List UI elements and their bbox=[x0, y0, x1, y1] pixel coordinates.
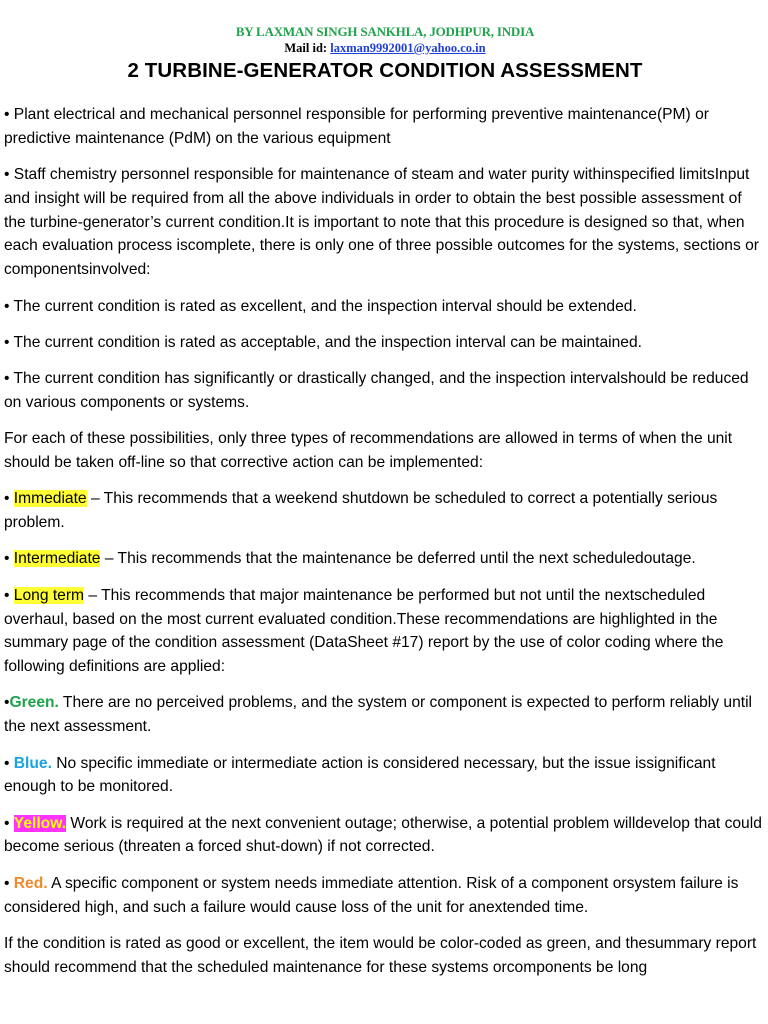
blue-label: Blue. bbox=[13, 754, 52, 772]
yellow-text: Work is required at the next convenient outage; otherwise, a potential problem willdevelop that could become serious (threaten a forced shut-down) if not corrected. bbox=[4, 814, 762, 856]
paragraph-chemistry-personnel: • Staff chemistry personnel responsible for maintenance of steam and water purity withinspecified limitsInput and insight will be required from all the above individuals in order to obtain the best possible assessment of the turbine-generator’s current condition.It is important to note that this procedure is designed so that, when each evaluation process iscomplete, there is only one of three possible outcomes for the systems, sections or componentsinvolved: bbox=[4, 166, 759, 279]
bullet: • bbox=[4, 586, 14, 604]
mail-link[interactable]: laxman9992001@yahoo.co.in bbox=[330, 41, 486, 55]
color-code-yellow bbox=[4, 812, 765, 860]
intermediate-text: – This recommends that the maintenance be deferred until the next scheduledoutage. bbox=[100, 550, 696, 568]
green-text: There are no perceived problems, and the system or component is expected to perform reliably until the next assessment. bbox=[4, 694, 752, 736]
bullet: • bbox=[4, 694, 10, 712]
red-text: A specific component or system needs immediate attention. Risk of a component orsystem failure is considered high, and such a failure would cause loss of the unit for anextended time. bbox=[4, 874, 739, 916]
bullet: • bbox=[4, 550, 14, 568]
long-term-text: – This recommends that major maintenance be performed but not until the nextscheduled overhaul, based on the most current evaluated condition.These recommendations are highlighted in the summary page of the condition assessment (DataSheet #17) report by the use of color coding where the following definitions are applied: bbox=[4, 586, 724, 676]
red-label: Red. bbox=[13, 874, 48, 892]
immediate-label: Immediate bbox=[13, 490, 87, 508]
long-term-label: Long term bbox=[13, 586, 85, 604]
recommendation-immediate bbox=[4, 487, 765, 535]
recommendation-intermediate bbox=[4, 547, 765, 571]
paragraph-outcome-excellent: • The current condition is rated as excellent, and the inspection interval should be extended. bbox=[4, 297, 637, 315]
green-label: Green. bbox=[9, 694, 59, 712]
yellow-label: Yellow. bbox=[13, 814, 67, 832]
author-line: BY LAXMAN SINGH SANKHLA, JODHPUR, INDIA bbox=[235, 24, 535, 39]
color-code-red bbox=[4, 872, 765, 920]
bullet: • bbox=[4, 754, 14, 772]
paragraph-outcome-changed: • The current condition has significantly or drastically changed, and the inspection intervalshould be reduced on various components or systems. bbox=[4, 370, 749, 411]
paragraph-recommendation-intro: For each of these possibilities, only three types of recommendations are allowed in terms of when the unit should be taken off-line so that corrective action can be implemented: bbox=[4, 430, 733, 472]
blue-text: No specific immediate or intermediate action is considered necessary, but the issue issignificant enough to be monitored. bbox=[4, 754, 716, 796]
mail-label: Mail id: bbox=[284, 41, 328, 55]
paragraph-outcome-acceptable: • The current condition is rated as acceptable, and the inspection interval can be maintained. bbox=[4, 333, 642, 351]
intermediate-label: Intermediate bbox=[13, 550, 101, 568]
page-title: 2 TURBINE-GENERATOR CONDITION ASSESSMENT bbox=[127, 59, 643, 82]
bullet: • bbox=[4, 874, 14, 892]
bullet: • bbox=[4, 814, 14, 832]
color-code-blue bbox=[4, 752, 765, 800]
document-body bbox=[4, 103, 765, 992]
recommendation-long-term bbox=[4, 584, 765, 679]
paragraph-closing: If the condition is rated as good or excellent, the item would be color-coded as green, and thesummary report should recommend that the scheduled maintenance for these systems orcomponents be long bbox=[4, 934, 757, 976]
mail-line bbox=[0, 41, 768, 56]
paragraph-electrical-personnel: • Plant electrical and mechanical personnel responsible for performing preventive maintenance(PM) or predictive maintenance (PdM) on the various equipment bbox=[4, 106, 709, 147]
immediate-text: – This recommends that a weekend shutdown be scheduled to correct a potentially serious problem. bbox=[4, 490, 718, 532]
color-code-green bbox=[4, 691, 765, 739]
bullet: • bbox=[4, 490, 14, 508]
